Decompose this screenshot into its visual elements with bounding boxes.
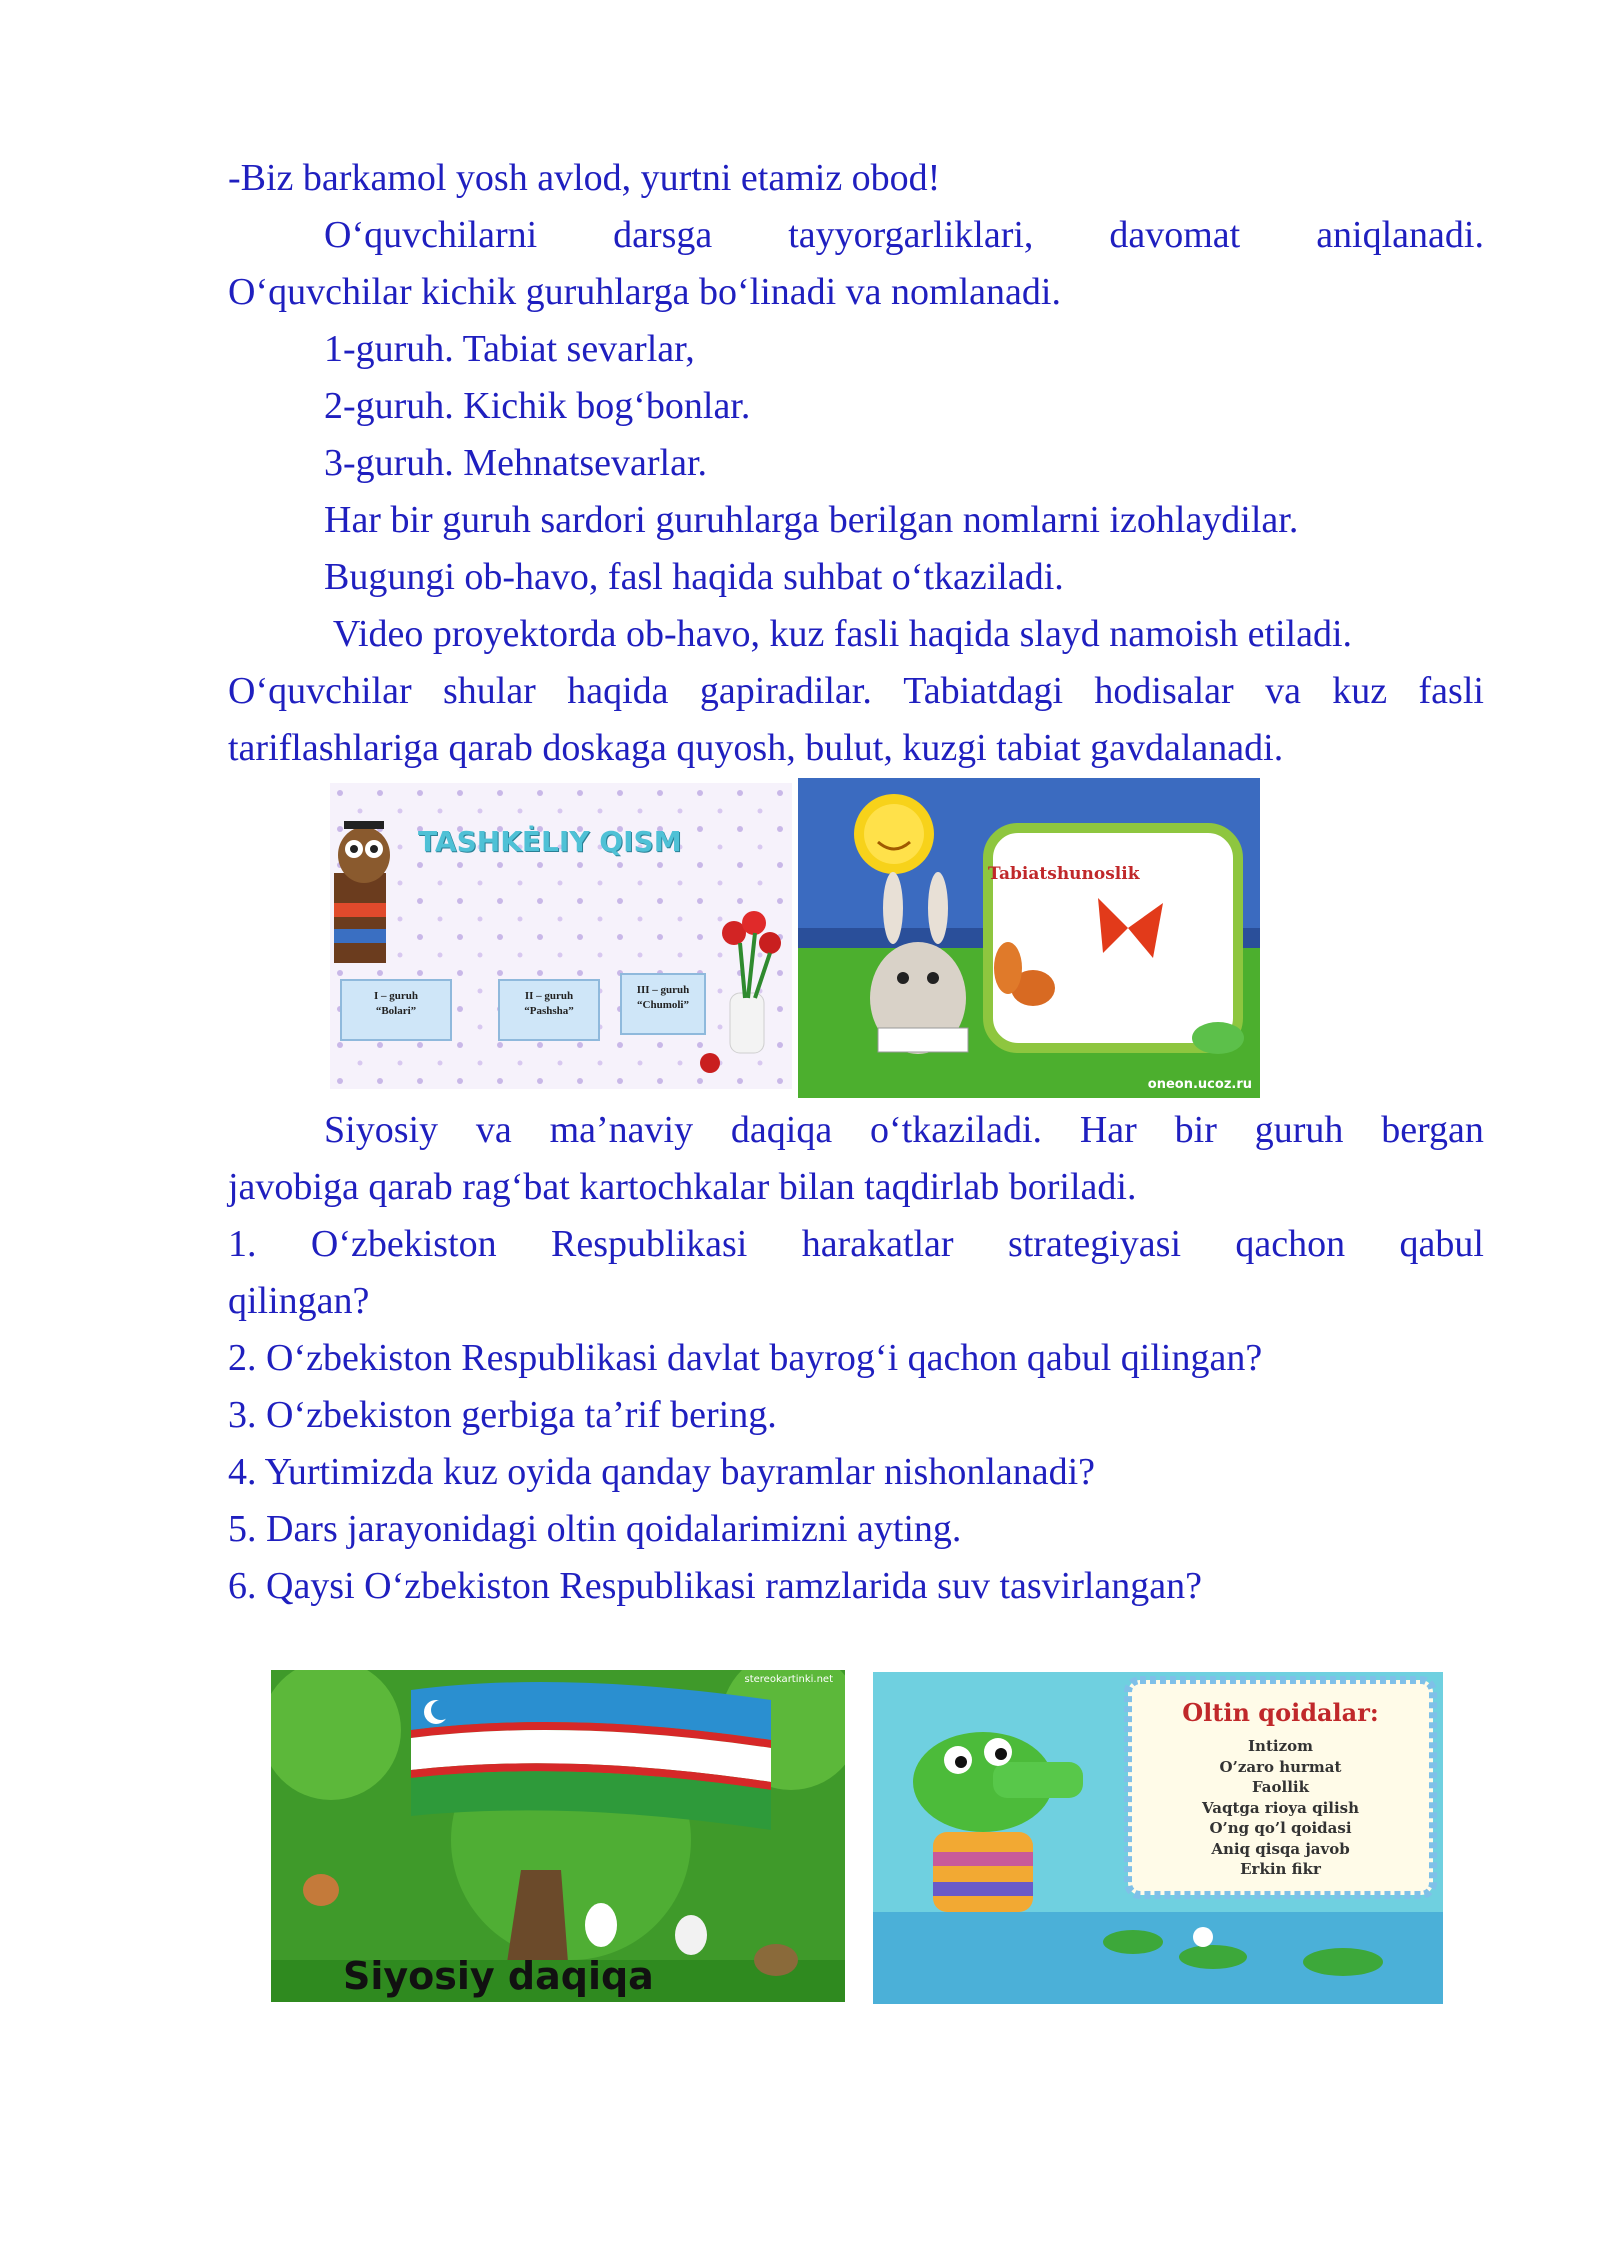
- rule-item: Faollik: [1251, 1778, 1310, 1796]
- word: davomat: [1109, 214, 1241, 256]
- rule-item: Erkin fikr: [1240, 1860, 1321, 1878]
- word: ma’naviy: [549, 1109, 694, 1151]
- rule-item: Vaqtga rioya qilish: [1201, 1798, 1360, 1817]
- paragraph-political-line1: [324, 1102, 1484, 1159]
- group-card-name: “Chumoli”: [637, 999, 689, 1011]
- word: tayyorgarliklari,: [788, 214, 1034, 256]
- rule-item: Aniq qisqa javob: [1211, 1839, 1350, 1858]
- word: qabul: [1399, 1223, 1484, 1265]
- group-1: 1-guruh. Tabiat sevarlar,: [324, 328, 695, 370]
- slide-oltin-rules-list: [1128, 1736, 1433, 1880]
- paragraph-video-line1: Video proyektorda ob-havo, kuz fasli haqida slayd namoish etiladi.: [324, 613, 1353, 655]
- word: bir: [1174, 1109, 1217, 1151]
- paragraph-motto: -Biz barkamol yosh avlod, yurtni etamiz obod!: [228, 157, 941, 199]
- slide-oltin-qoidalar-image: [873, 1672, 1443, 2004]
- group-3: 3-guruh. Mehnatsevarlar.: [324, 442, 708, 484]
- word: haqida: [567, 670, 669, 712]
- slide-tashkiliy-image: [330, 783, 792, 1089]
- paragraph-weather-talk: Bugungi ob-havo, fasl haqida suhbat o‘tkaziladi.: [324, 556, 1064, 598]
- rule-item: Intizom: [1248, 1737, 1313, 1755]
- slide-tabiatshunoslik-title: Tabiatshunoslik: [988, 864, 1140, 884]
- paragraph-political-line2: javobiga qarab rag‘bat kartochkalar bilan taqdirlab boriladi.: [228, 1166, 1137, 1208]
- paragraph-attendance-line2: O‘quvchilar kichik guruhlarga bo‘linadi va nomlanadi.: [228, 271, 1061, 313]
- word: o‘tkaziladi.: [870, 1109, 1043, 1151]
- paragraph-video-line2: [228, 663, 1484, 720]
- slide-tabiatshunoslik-image: [798, 778, 1260, 1098]
- question-4: 4. Yurtimizda kuz oyida qanday bayramlar nishonlanadi?: [228, 1451, 1096, 1493]
- word: O‘quvchilar: [228, 670, 412, 712]
- word: aniqlanadi.: [1316, 214, 1484, 256]
- slide-tabiatshunoslik-watermark: oneon.ucoz.ru: [1147, 1077, 1252, 1092]
- word: va: [475, 1109, 512, 1151]
- group-card-name: “Pashsha”: [524, 1005, 574, 1017]
- word: hodisalar: [1094, 670, 1234, 712]
- word: darsga: [613, 214, 713, 256]
- slide-siyosiy-title: Siyosiy daqiqa: [343, 1954, 654, 1998]
- word: bergan: [1381, 1109, 1484, 1151]
- word: fasli: [1418, 670, 1484, 712]
- word: guruh: [1254, 1109, 1344, 1151]
- word: 1.: [228, 1223, 257, 1265]
- word: Tabiatdagi: [903, 670, 1064, 712]
- word: shular: [442, 670, 536, 712]
- group-card-3: [620, 973, 706, 1035]
- rule-item: O’zaro hurmat: [1219, 1757, 1342, 1776]
- rule-item: O’ng qo’l qoidasi: [1209, 1819, 1352, 1837]
- word: gapiradilar.: [699, 670, 872, 712]
- word: kuz: [1332, 670, 1388, 712]
- frog-illustration: [1192, 1022, 1244, 1054]
- word: daqiqa: [730, 1109, 833, 1151]
- word: O‘zbekiston: [310, 1223, 497, 1265]
- word: harakatlar: [801, 1223, 954, 1265]
- slide-tabiatshunoslik-graphic: [798, 778, 1260, 1098]
- paragraph-video-line3: tariflashlariga qarab doskaga quyosh, bulut, kuzgi tabiat gavdalanadi.: [228, 727, 1284, 769]
- paragraph-attendance-line1: [324, 207, 1484, 264]
- slide-siyosiy-watermark: stereokartinki.net: [744, 1674, 833, 1685]
- question-1-line2: qilingan?: [228, 1280, 370, 1322]
- question-3: 3. O‘zbekiston gerbiga ta’rif bering.: [228, 1394, 777, 1436]
- group-card-name: “Bolari”: [375, 1005, 417, 1017]
- word: va: [1265, 670, 1301, 712]
- word: strategiyasi: [1007, 1223, 1182, 1265]
- uzbekistan-flag-illustration: [411, 1682, 771, 1830]
- owl-teacher-illustration: [334, 821, 390, 963]
- question-5: 5. Dars jarayonidagi oltin qoidalarimizni ayting.: [228, 1508, 962, 1550]
- word: O‘quvchilarni: [324, 214, 538, 256]
- group-card-1: [340, 979, 452, 1041]
- word: Siyosiy: [324, 1109, 439, 1151]
- slide-siyosiy-graphic: [271, 1670, 845, 2002]
- word: qachon: [1235, 1223, 1346, 1265]
- group-card-number: III – guruh: [636, 984, 690, 996]
- question-6: 6. Qaysi O‘zbekiston Respublikasi ramzlarida suv tasvirlangan?: [228, 1565, 1203, 1607]
- sun-illustration: [854, 794, 934, 874]
- slide-siyosiy-image: [271, 1670, 845, 2002]
- group-card-number: II – guruh: [524, 990, 574, 1002]
- group-2: 2-guruh. Kichik bog‘bonlar.: [324, 385, 751, 427]
- group-card-2: [498, 979, 600, 1041]
- paragraph-group-leaders: Har bir guruh sardori guruhlarga berilgan nomlarni izohlaydilar.: [324, 499, 1299, 541]
- slide-tashkiliy-title: TASHKĖLIY QISM: [418, 825, 682, 858]
- word: Respublikasi: [550, 1223, 748, 1265]
- slide-oltin-title: Oltin qoidalar:: [1182, 1698, 1379, 1727]
- question-2: 2. O‘zbekiston Respublikasi davlat bayrog‘i qachon qabul qilingan?: [228, 1337, 1263, 1379]
- question-1-line1: [228, 1216, 1484, 1273]
- group-card-number: I – guruh: [373, 990, 419, 1002]
- word: Har: [1079, 1109, 1137, 1151]
